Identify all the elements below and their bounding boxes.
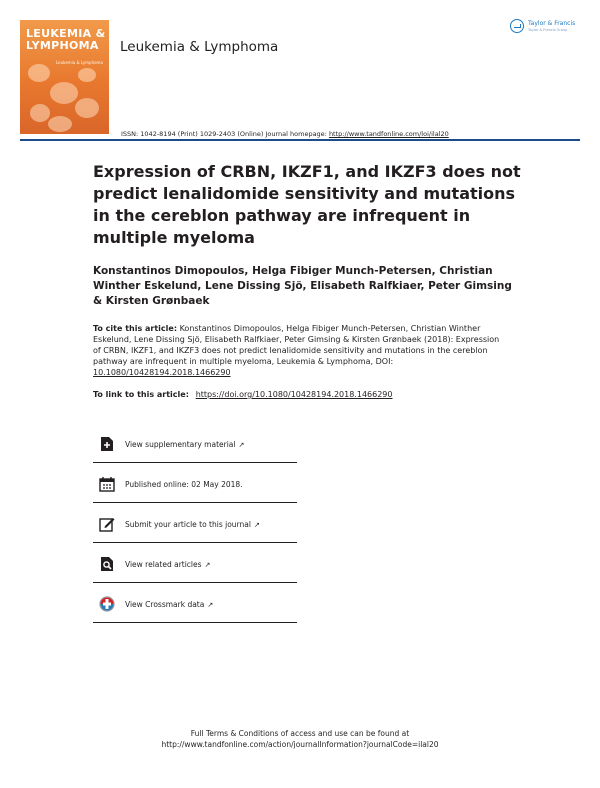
cover-decoration: [50, 82, 78, 104]
view-crossmark-row[interactable]: [93, 588, 297, 623]
header-divider: [20, 139, 580, 141]
footer-terms-link[interactable]: http://www.tandfonline.com/action/journalInformation?journalCode=ilal20: [161, 740, 439, 749]
article-title: Expression of CRBN, IKZF1, and IKZF3 does not predict lenalidomide sensitivity and mutations in the cereblon pathway are infrequent in multiple myeloma: [93, 162, 521, 247]
article-link-line: [93, 390, 393, 399]
citation-text: Konstantinos Dimopoulos, Helga Fibiger Munch-Petersen, Christian Winther Eskelund, Lene Dissing Sjö, Elisabeth Ralfkiaer, Peter Gimsing & Kirsten Grønbaek (2018): Expression of CRBN, IKZF1, and IKZF3 does not predict lenalidomide sensitivity and mutations in the cereblon pathway are infrequent in multiple myeloma, Leukemia & Lymphoma, DOI:: [93, 324, 500, 366]
external-link-icon: ↗: [207, 601, 214, 609]
edit-icon: [99, 516, 115, 532]
plus-document-icon: [99, 436, 115, 452]
view-crossmark-link[interactable]: View Crossmark data: [125, 600, 205, 609]
view-related-articles-link[interactable]: View related articles: [125, 560, 202, 569]
publisher-logo-icon: [510, 19, 524, 33]
publisher-logo[interactable]: [510, 18, 585, 38]
external-link-icon: ↗: [204, 561, 211, 569]
article-link-label: To link to this article:: [93, 390, 192, 399]
external-link-icon: ↗: [238, 441, 245, 449]
cover-decoration: [48, 116, 72, 132]
submit-article-row[interactable]: [93, 508, 297, 543]
search-icon: [99, 556, 115, 572]
footer-terms: [0, 728, 600, 750]
citation-doi-link[interactable]: 10.1080/10428194.2018.1466290: [93, 368, 231, 377]
cover-decoration: [75, 98, 99, 118]
view-supplementary-material-link[interactable]: View supplementary material: [125, 440, 236, 449]
cover-decoration: [30, 104, 50, 122]
publisher-tagline: Taylor & Francis Group: [528, 28, 568, 32]
external-link-icon: ↗: [253, 521, 260, 529]
view-supplementary-material-row[interactable]: [93, 428, 297, 463]
crossmark-icon: [99, 596, 115, 612]
journal-homepage-link[interactable]: http://www.tandfonline.com/loi/ilal20: [328, 130, 449, 138]
published-online-row: [93, 468, 297, 503]
view-related-articles-row[interactable]: [93, 548, 297, 583]
journal-cover-image: [20, 20, 109, 134]
submit-article-link[interactable]: Submit your article to this journal: [125, 520, 251, 529]
article-doi-link[interactable]: https://doi.org/10.1080/10428194.2018.1466290: [195, 390, 393, 399]
cover-decoration: [28, 64, 50, 82]
article-authors: Konstantinos Dimopoulos, Helga Fibiger Munch-Petersen, Christian Winther Eskelund, Lene Dissing Sjö, Elisabeth Ralfkiaer, Peter Gimsing & Kirsten Grønbaek: [93, 265, 512, 307]
footer-terms-text: Full Terms & Conditions of access and use can be found at: [190, 729, 410, 738]
calendar-icon: [99, 476, 115, 492]
issn-line: [121, 130, 449, 138]
citation-block: [93, 323, 508, 378]
citation-label: To cite this article:: [93, 324, 178, 333]
cover-decoration: [78, 68, 96, 82]
cover-subtitle: Leukemia & Lymphoma: [56, 60, 103, 65]
cover-title: LEUKEMIA & LYMPHOMA: [26, 27, 106, 52]
publisher-name: Taylor & Francis: [528, 20, 576, 27]
published-online-date: Published online: 02 May 2018.: [125, 480, 243, 489]
journal-name[interactable]: Leukemia & Lymphoma: [120, 39, 279, 55]
issn-text: ISSN: 1042-8194 (Print) 1029-2403 (Online) Journal homepage:: [121, 130, 329, 138]
